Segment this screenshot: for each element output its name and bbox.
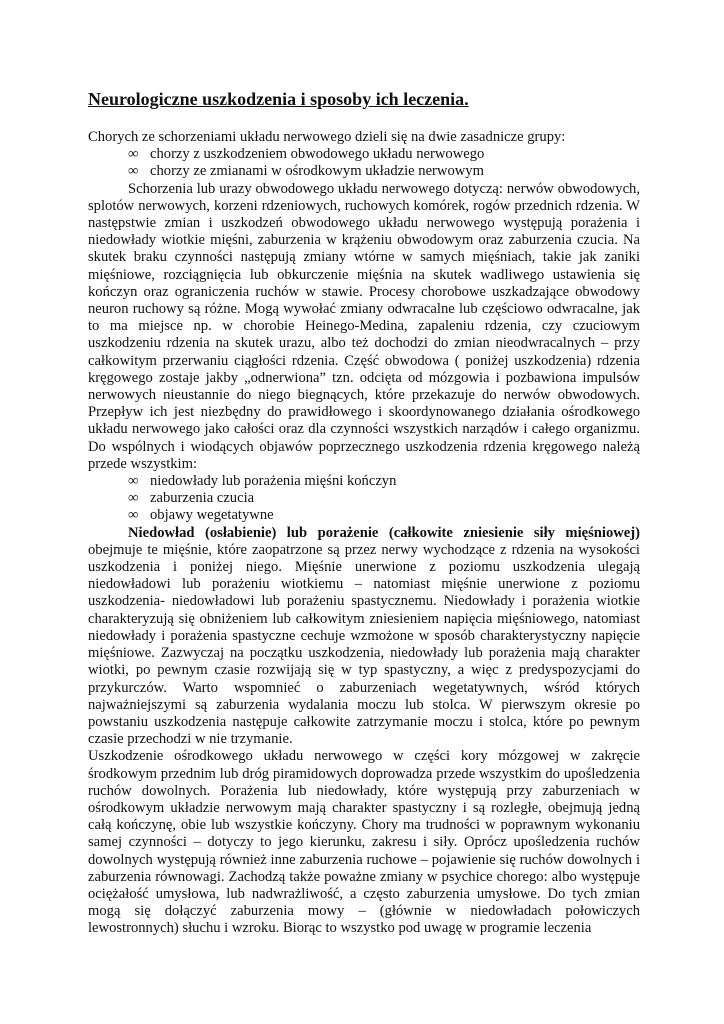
intro-text: Chorych ze schorzeniami układu nerwowego dzieli się na dwie zasadnicze grupy: <box>88 129 566 145</box>
list-item-text: zaburzenia czucia <box>150 490 255 507</box>
paragraph-peripheral: Schorzenia lub urazy obwodowego układu nerwowego dotyczą: nerwów obwodowych, splotów nerwowych, korzeni rdzeniowych, ruchowych komórek, rogów przednich rdzenia. W następstwie zmian i uszkodzeń obwodowego układu nerwowego występują porażenia i niedowłady wiotkie mięśni, zaburzenia w krążeniu obwodowym oraz zaburzenia czucia. Na skutek braku czynności następują zmiany wtórne w samych mięśniach, takie jak zaniki mięśniowe, rozciągnięcia lub obkurczenie mięśnia na skutek wadliwego ustawienia się kończyn oraz ograniczenia ruchów w stawie. Procesy chorobowe uszkadzające obwodowy neuron ruchowy są różne. Mogą wywołać zmiany odwracalne lub częściowo odwracalne, jak to ma miejsce np. w chorobie Heinego-Medina, zapaleniu rdzenia, czy czuciowym uszkodzeniu rdzenia na skutek urazu, albo też dochodzi do zmian nieodwracalnych – przy całkowitym przerwaniu ciągłości rdzenia. Część obwodowa ( poniżej uszkodzenia) rdzenia kręgowego zostaje jakby „odnerwiona” tzn. odcięta od mózgowia i pozbawiona impulsów nerwowych nieustannie do niego biegnących, które przekazuje do nerwów obwodowych. Przepływ ich jest niezbędny do prawidłowego i skoordynowanego działania ośrodkowego układu nerwowego jako całości oraz dla czynności wszystkich narządów i całego organizmu. Do wspólnych i wiodących objawów poprzecznego uszkodzenia rdzenia kręgowego należą przede wszystkim: <box>88 180 640 472</box>
list-item-text: niedowłady lub porażenia mięśni kończyn <box>150 473 397 490</box>
paragraph-paresis <box>88 525 640 749</box>
list-item-text: chorzy z uszkodzeniem obwodowego układu nerwowego <box>150 146 485 163</box>
patient-groups-list <box>88 146 640 180</box>
infinity-bullet-icon: ∞ <box>128 473 139 490</box>
list-item <box>88 473 640 490</box>
document-page <box>88 88 640 938</box>
infinity-bullet-icon: ∞ <box>128 490 139 507</box>
list-item <box>88 490 640 507</box>
infinity-bullet-icon: ∞ <box>128 146 139 163</box>
list-item <box>88 507 640 524</box>
list-item-text: chorzy ze zmianami w ośrodkowym układzie nerwowym <box>150 163 484 180</box>
paragraph-rest: obejmuje te mięśnie, które zaopatrzone są przez nerwy wychodzące z rdzenia na wysokości uszkodzenia i poniżej niego. Mięśnie unerwione z poziomu uszkodzenia ulegają niedowładowi lub porażeniu wiotkiemu – natomiast mięśnie unerwione z poziomu uszkodzenia- niedowładowi lub porażeniu spastycznemu. Niedowłady i porażenia wiotkie charakteryzują się obniżeniem lub całkowitym zniesieniem napięcia mięśniowego, natomiast niedowłady i porażenia spastyczne cechuje wzmożone w sposób charakterystyczny napięcie mięśniowe. Zazwyczaj na początku uszkodzenia, niedowłady lub porażenia mają charakter wiotki, po pewnym czasie rozwijają się w typ spastyczny, a więc z predyspozycjami do przykurczów. Warto wspomnieć o zaburzeniach wegetatywnych, wśród których najważniejszymi są zaburzenia wydalania moczu lub stolca. W pierwszym okresie po powstaniu uszkodzenia następuje całkowite zatrzymanie moczu i stolca, które po pewnym czasie przechodzi w nie trzymanie. <box>88 541 640 748</box>
document-title: Neurologiczne uszkodzenia i sposoby ich leczenia. <box>88 89 469 109</box>
list-item <box>88 146 640 163</box>
list-item <box>88 163 640 180</box>
list-item-text: objawy wegetatywne <box>150 507 274 524</box>
infinity-bullet-icon: ∞ <box>128 163 139 180</box>
symptoms-list <box>88 473 640 525</box>
infinity-bullet-icon: ∞ <box>128 507 139 524</box>
paragraph-lead-bold: Niedowład (osłabienie) lub porażenie (całkowite zniesienie siły mięśniowej) <box>128 524 640 541</box>
paragraph-central: Uszkodzenie ośrodkowego układu nerwowego w części kory mózgowej w zakręcie środkowym przednim lub dróg piramidowych doprowadza przede wszystkim do upośledzenia ruchów dowolnych. Porażenia lub niedowłady, które występują przy zaburzeniach w ośrodkowym układzie nerwowym mają charakter spastyczny i są rozległe, obejmują jedną całą kończynę, obie lub wszystkie kończyny. Chory ma trudności w poprawnym wykonaniu samej czynności – dotyczy to jego kierunku, zakresu i siły. Oprócz upośledzenia ruchów dowolnych występują również inne zaburzenia ruchowe – pojawienie się ruchów dowolnych i zaburzenia równowagi. Zachodzą także poważne zmiany w psychice chorego: albo występuje ociężałość umysłowa, lub nadwrażliwość, a często zaburzenia umysłowe. Do tych zmian mogą się dołączyć zaburzenia mowy – (głównie w niedowładach połowiczych lewostronnych) słuchu i wzroku. Biorąc to wszystko pod uwagę w programie leczenia <box>88 748 640 937</box>
